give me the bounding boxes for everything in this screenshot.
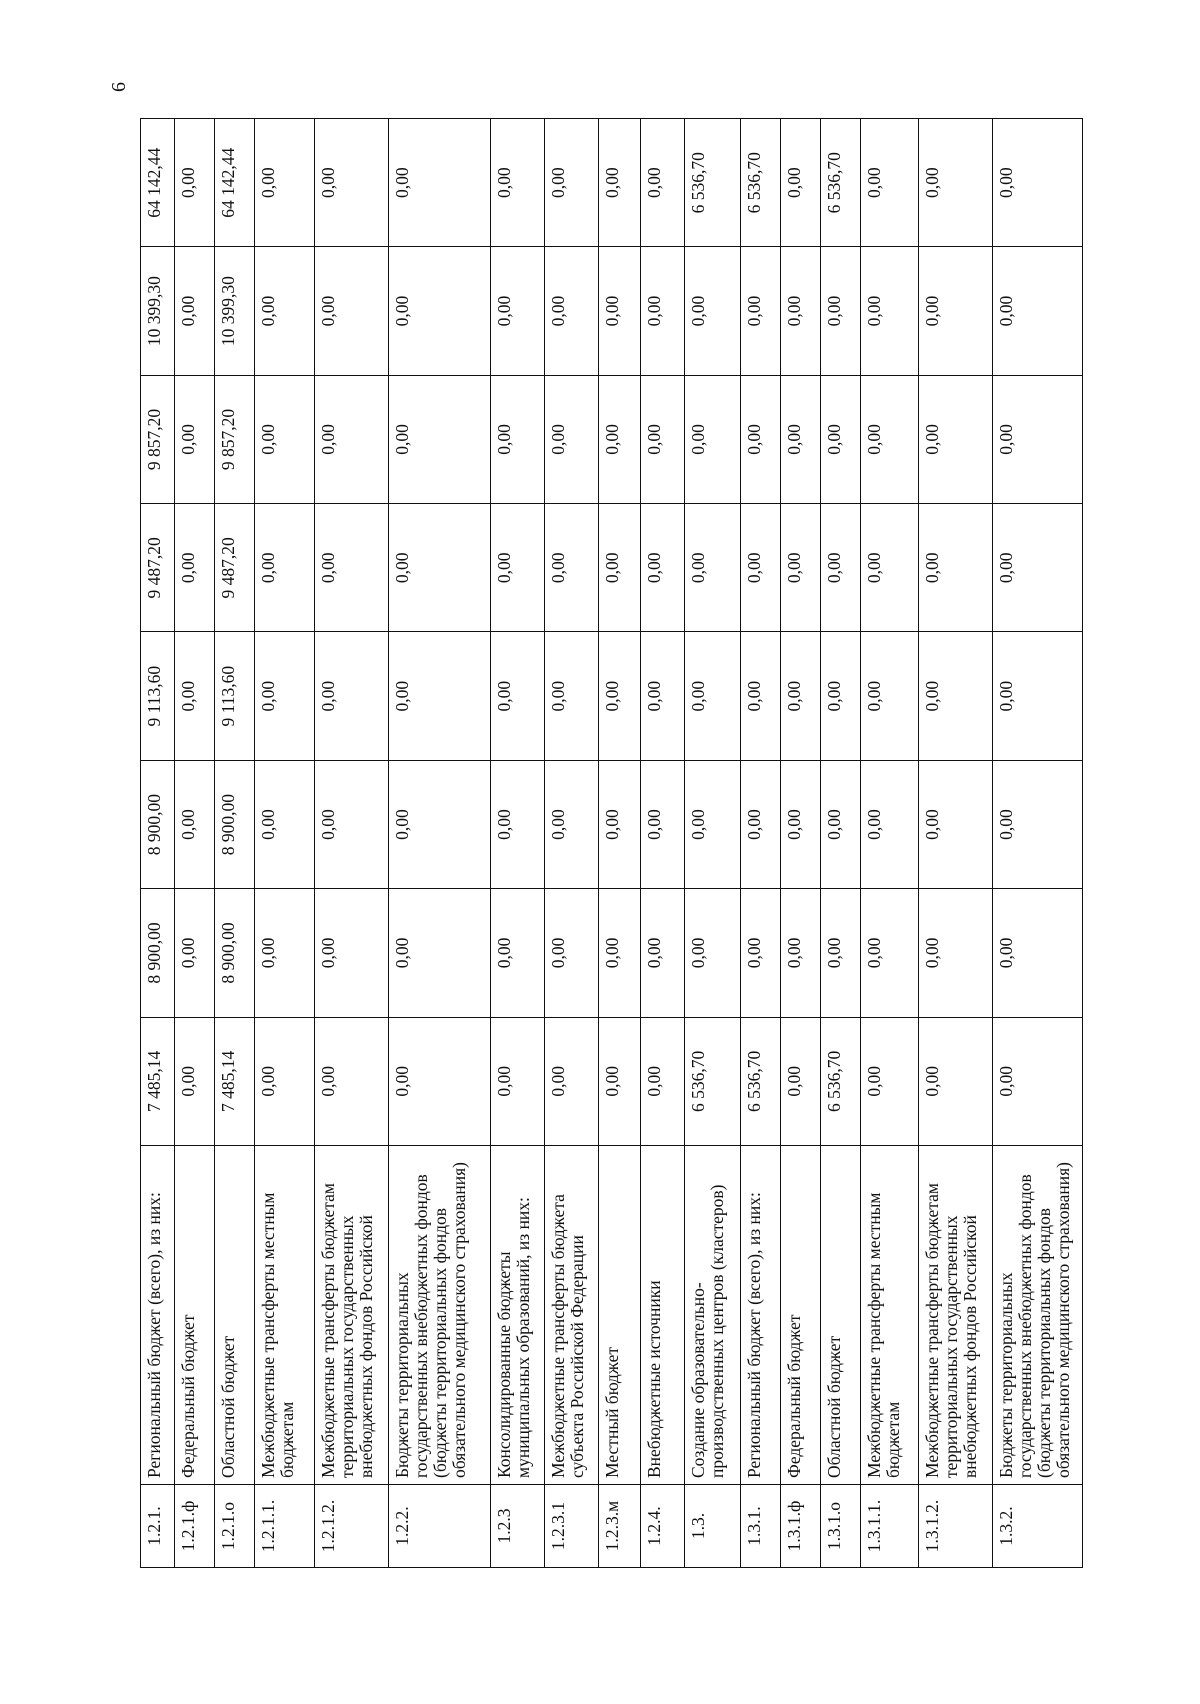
row-value: 0,00 [389,504,491,632]
row-value: 0,00 [255,247,315,375]
table-row [641,119,685,1568]
row-value: 6 536,70 [821,119,861,247]
row-value: 0,00 [255,1017,315,1145]
row-value: 0,00 [491,504,545,632]
row-value: 0,00 [641,119,685,247]
row-value: 0,00 [491,889,545,1017]
row-code: 1.3.1.2. [919,1485,993,1568]
row-code: 1.2.4. [641,1485,685,1568]
row-value: 10 399,30 [215,247,255,375]
row-value: 0,00 [685,632,741,760]
row-value: 8 900,00 [141,760,175,888]
row-code: 1.2.1.о [215,1485,255,1568]
row-value: 0,00 [741,760,781,888]
row-value: 0,00 [545,889,599,1017]
row-value: 9 113,60 [215,632,255,760]
row-value: 0,00 [685,504,741,632]
table-row [821,119,861,1568]
row-value: 0,00 [993,1017,1083,1145]
row-name: Бюджеты территориальных государственных внебюджетных фондов (бюджеты территориальных фондов обязательного медицинского страхования) [389,1146,491,1485]
row-value: 0,00 [255,889,315,1017]
row-value: 0,00 [641,760,685,888]
row-value: 0,00 [741,632,781,760]
row-name: Консолидированные бюджеты муниципальных образований, из них: [491,1146,545,1485]
budget-table-container [140,118,1073,1568]
row-code: 1.2.1.2. [315,1485,389,1568]
row-value: 0,00 [741,504,781,632]
row-value: 9 857,20 [141,375,175,503]
row-name: Межбюджетные трансферты местным бюджетам [861,1146,919,1485]
row-value: 0,00 [685,760,741,888]
row-value: 0,00 [255,760,315,888]
table-row [389,119,491,1568]
row-value: 0,00 [685,247,741,375]
row-value: 0,00 [389,760,491,888]
row-value: 0,00 [821,504,861,632]
row-value: 0,00 [389,1017,491,1145]
row-name: Внебюджетные источники [641,1146,685,1485]
row-value: 0,00 [599,119,641,247]
row-value: 0,00 [919,889,993,1017]
row-value: 6 536,70 [741,119,781,247]
row-value: 0,00 [491,247,545,375]
row-value: 0,00 [741,375,781,503]
row-value: 0,00 [175,119,215,247]
row-value: 0,00 [545,632,599,760]
row-value: 0,00 [175,504,215,632]
row-value: 0,00 [545,504,599,632]
row-code: 1.2.1. [141,1485,175,1568]
row-value: 0,00 [781,247,821,375]
row-name: Бюджеты территориальных государственных внебюджетных фондов (бюджеты территориальных фондов обязательного медицинского страхования) [993,1146,1083,1485]
row-value: 8 900,00 [141,889,175,1017]
row-value: 0,00 [599,760,641,888]
row-value: 0,00 [175,1017,215,1145]
row-value: 0,00 [315,119,389,247]
row-value: 0,00 [545,760,599,888]
row-code: 1.3. [685,1485,741,1568]
row-value: 0,00 [389,889,491,1017]
row-value: 0,00 [821,760,861,888]
table-row [685,119,741,1568]
row-value: 64 142,44 [215,119,255,247]
row-name: Создание образовательно-производственных центров (кластеров) [685,1146,741,1485]
row-value: 0,00 [545,375,599,503]
row-value: 0,00 [781,1017,821,1145]
row-value: 8 900,00 [215,889,255,1017]
row-value: 7 485,14 [215,1017,255,1145]
table-row [255,119,315,1568]
row-value: 0,00 [255,504,315,632]
row-value: 0,00 [919,247,993,375]
row-name: Межбюджетные трансферты бюджетам территориальных государственных внебюджетных фондов Российской [315,1146,389,1485]
row-value: 0,00 [919,632,993,760]
table-row [215,119,255,1568]
row-value: 0,00 [781,760,821,888]
row-value: 0,00 [919,1017,993,1145]
row-code: 1.3.1.ф [781,1485,821,1568]
row-value: 0,00 [993,504,1083,632]
row-code: 1.3.1.1. [861,1485,919,1568]
row-value: 0,00 [641,375,685,503]
table-row [919,119,993,1568]
row-value: 0,00 [821,632,861,760]
table-row [175,119,215,1568]
row-value: 0,00 [781,375,821,503]
row-value: 0,00 [315,375,389,503]
row-value: 0,00 [861,1017,919,1145]
row-code: 1.3.2. [993,1485,1083,1568]
row-value: 0,00 [741,889,781,1017]
row-name: Федеральный бюджет [781,1146,821,1485]
row-value: 0,00 [175,247,215,375]
row-value: 0,00 [315,504,389,632]
row-name: Местный бюджет [599,1146,641,1485]
row-value: 10 399,30 [141,247,175,375]
row-value: 0,00 [861,375,919,503]
row-value: 0,00 [641,889,685,1017]
row-value: 0,00 [641,1017,685,1145]
row-value: 0,00 [491,1017,545,1145]
row-name: Областной бюджет [215,1146,255,1485]
row-value: 0,00 [993,119,1083,247]
page-number: 6 [108,82,130,92]
row-value: 6 536,70 [741,1017,781,1145]
row-value: 0,00 [545,1017,599,1145]
row-value: 0,00 [781,504,821,632]
row-code: 1.2.3 [491,1485,545,1568]
row-value: 0,00 [919,119,993,247]
row-value: 0,00 [993,889,1083,1017]
row-value: 0,00 [175,889,215,1017]
row-value: 0,00 [861,119,919,247]
row-name: Региональный бюджет (всего), из них: [141,1146,175,1485]
row-value: 0,00 [993,632,1083,760]
row-value: 0,00 [255,632,315,760]
row-code: 1.2.3.м [599,1485,641,1568]
row-code: 1.2.3.1 [545,1485,599,1568]
row-value: 9 487,20 [215,504,255,632]
row-value: 6 536,70 [685,1017,741,1145]
row-value: 0,00 [315,760,389,888]
row-value: 0,00 [315,632,389,760]
row-value: 0,00 [389,247,491,375]
row-code: 1.2.2. [389,1485,491,1568]
table-row [781,119,821,1568]
row-value: 0,00 [315,889,389,1017]
table-row [993,119,1083,1568]
row-name: Межбюджетные трансферты бюджетам территориальных государственных внебюджетных фондов Российской [919,1146,993,1485]
row-value: 0,00 [781,119,821,247]
row-value: 0,00 [599,247,641,375]
row-value: 6 536,70 [685,119,741,247]
row-value: 0,00 [861,632,919,760]
row-value: 0,00 [389,632,491,760]
row-value: 0,00 [599,889,641,1017]
row-value: 0,00 [491,632,545,760]
row-value: 0,00 [491,375,545,503]
row-value: 0,00 [781,889,821,1017]
table-row [741,119,781,1568]
row-value: 0,00 [599,375,641,503]
row-name: Областной бюджет [821,1146,861,1485]
row-value: 0,00 [741,247,781,375]
row-value: 0,00 [861,889,919,1017]
row-value: 7 485,14 [141,1017,175,1145]
row-value: 9 113,60 [141,632,175,760]
row-value: 0,00 [993,760,1083,888]
row-value: 0,00 [821,889,861,1017]
row-value: 64 142,44 [141,119,175,247]
row-value: 0,00 [821,247,861,375]
table-row [545,119,599,1568]
row-value: 0,00 [781,632,821,760]
row-value: 0,00 [919,504,993,632]
row-value: 0,00 [641,504,685,632]
row-value: 0,00 [685,375,741,503]
row-value: 0,00 [641,247,685,375]
row-value: 0,00 [993,247,1083,375]
row-value: 0,00 [641,632,685,760]
row-code: 1.3.1.о [821,1485,861,1568]
row-code: 1.3.1. [741,1485,781,1568]
table-row [599,119,641,1568]
row-name: Федеральный бюджет [175,1146,215,1485]
row-value: 0,00 [389,375,491,503]
row-value: 6 536,70 [821,1017,861,1145]
row-value: 0,00 [685,889,741,1017]
row-value: 0,00 [255,375,315,503]
row-name: Региональный бюджет (всего), из них: [741,1146,781,1485]
row-value: 0,00 [861,504,919,632]
row-value: 0,00 [861,247,919,375]
row-value: 0,00 [315,247,389,375]
row-name: Межбюджетные трансферты бюджета субъекта Российской Федерации [545,1146,599,1485]
row-value: 9 857,20 [215,375,255,503]
row-value: 0,00 [919,375,993,503]
row-value: 0,00 [491,119,545,247]
row-value: 9 487,20 [141,504,175,632]
row-name: Межбюджетные трансферты местным бюджетам [255,1146,315,1485]
budget-table [140,118,1083,1568]
row-value: 8 900,00 [215,760,255,888]
row-value: 0,00 [545,247,599,375]
table-row [491,119,545,1568]
row-code: 1.2.1.ф [175,1485,215,1568]
budget-table-body [141,119,1083,1568]
row-value: 0,00 [919,760,993,888]
table-row [315,119,389,1568]
row-value: 0,00 [993,375,1083,503]
row-value: 0,00 [821,375,861,503]
row-value: 0,00 [599,504,641,632]
row-value: 0,00 [175,632,215,760]
row-value: 0,00 [175,375,215,503]
row-value: 0,00 [175,760,215,888]
row-value: 0,00 [545,119,599,247]
row-value: 0,00 [599,1017,641,1145]
row-value: 0,00 [491,760,545,888]
row-code: 1.2.1.1. [255,1485,315,1568]
row-value: 0,00 [599,632,641,760]
table-row [141,119,175,1568]
table-row [861,119,919,1568]
row-value: 0,00 [389,119,491,247]
row-value: 0,00 [861,760,919,888]
row-value: 0,00 [255,119,315,247]
row-value: 0,00 [315,1017,389,1145]
